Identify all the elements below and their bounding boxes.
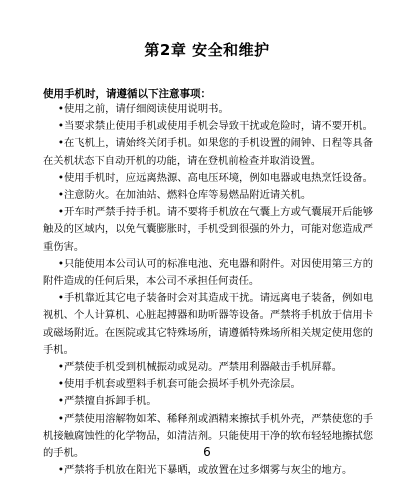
safety-item: •使用手机时，应远离热源、高电压环境，例如电器或电热烹饪设备。 [57,171,373,184]
safety-item: •开车时严禁手持手机。请不要将手机放在气囊上方或气囊展开后能够触及的区域内，以免气囊膨胀时，手机受到很强的外力，可能对您造成严重伤害。 [43,206,373,253]
safety-item: •严禁使手机受到机械振动或晃动。严禁用利器敲击手机屏幕。 [57,361,343,374]
safety-item: •注意防火。在加油站、燃料仓库等易燃品附近请关机。 [57,189,312,202]
safety-item: •严禁擅自拆卸手机。 [57,395,157,408]
safety-item: •使用手机套或塑料手机套可能会损坏手机外壳涂层。 [57,378,301,391]
page-number: 6 [203,445,211,459]
intro-heading: 使用手机时，请遵循以下注意事项： [43,88,211,100]
safety-item: •只能使用本公司认可的标准电池、充电器和附件。对因使用第三方的附件造成的任何后果，本公司不承担任何责任。 [43,257,373,288]
safety-item: •当要求禁止使用手机或使用手机会导致干扰或危险时，请不要开机。 [57,120,373,133]
safety-item: •手机靠近其它电子装备时会对其造成干扰。请远离电子装备，例如电视机、个人计算机、心脏起搏器和助听器等设备。严禁将手机放于信用卡或磁场附近。在医院或其它特殊场所，请遵循特殊场所相关规定使用您的手机。 [43,292,373,356]
safety-list [43,101,373,479]
safety-item: •在飞机上，请始终关闭手机。如果您的手机设置的闹钟、日程等具备在关机状态下自动开机的功能，请在登机前检查并取消设置。 [43,137,373,167]
safety-item: •严禁使用溶解物如苯、稀释剂或酒精来擦拭手机外壳，严禁使您的手机接触腐蚀性的化学物品，如清洁剂。只能使用干净的软布轻轻地擦拭您的手机。 [43,412,373,460]
chapter-title: 第2章 安全和维护 [144,41,270,59]
safety-item: •严禁将手机放在阳光下暴晒，或放置在过多烟雾与灰尘的地方。 [57,464,353,477]
safety-item: •使用之前，请仔细阅读使用说明书。 [57,103,229,115]
